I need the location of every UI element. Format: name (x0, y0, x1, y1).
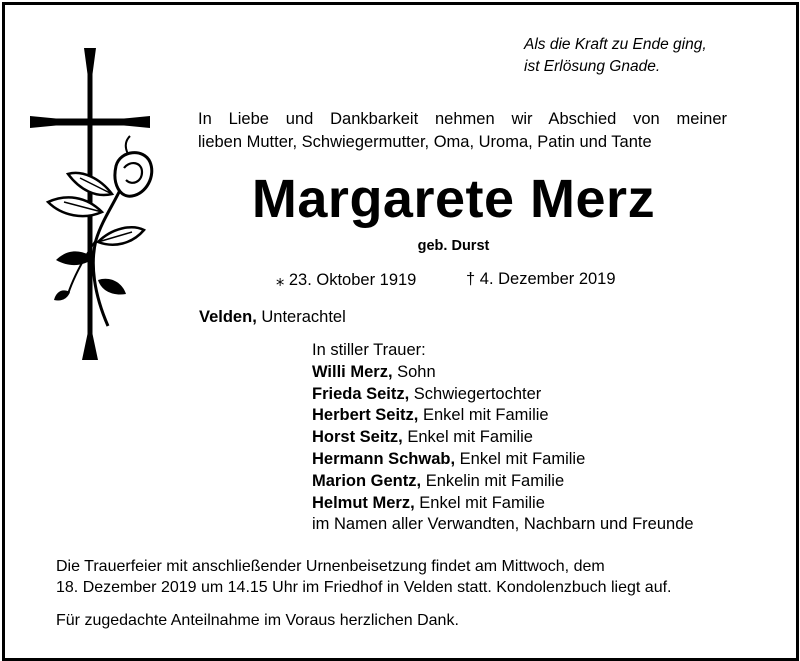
birth-date (276, 270, 416, 290)
intro-text (198, 108, 727, 154)
mourners-list (312, 340, 694, 536)
mourner-name: Willi Merz, (312, 362, 393, 381)
mourners-closing: im Namen aller Verwandten, Nachbarn und Freunde (312, 515, 694, 534)
birth-date-text: 23. Oktober 1919 (288, 271, 417, 289)
mourner-row (312, 362, 694, 384)
mourner-name: Herbert Seitz, (312, 406, 419, 425)
mourner-row (312, 471, 694, 493)
death-date (466, 270, 616, 289)
place (199, 308, 346, 327)
mourner-row (312, 449, 694, 471)
place-town: Velden, (199, 308, 257, 326)
motto (524, 34, 707, 78)
mourner-relation: Schwiegertochter (413, 384, 542, 403)
mourners-heading: In stiller Trauer: (312, 341, 426, 359)
mourner-name: Helmut Merz, (312, 493, 415, 512)
mourner-relation: Enkel mit Familie (407, 428, 533, 447)
thanks-text: Für zugedachte Anteilnahme im Voraus herzlichen Dank. (56, 612, 459, 629)
ceremony-info (56, 556, 671, 598)
birth-star-icon: ⁎ (276, 271, 285, 289)
mourner-relation: Enkelin mit Familie (425, 471, 565, 490)
deceased-name: Margarete Merz (251, 169, 656, 229)
maiden-name: geb. Durst (417, 238, 490, 254)
mourner-row (312, 427, 694, 449)
mourner-relation: Enkel mit Familie (459, 449, 586, 468)
mourner-row (312, 405, 694, 427)
mourner-row (312, 384, 694, 406)
mourner-relation: Enkel mit Familie (422, 406, 549, 425)
ceremony-line-2: 18. Dezember 2019 um 14.15 Uhr im Friedhof in Velden statt. Kondolenzbuch liegt auf. (56, 579, 672, 596)
mourner-name: Horst Seitz, (312, 428, 403, 447)
mourner-relation: Sohn (397, 362, 436, 381)
ceremony-line-1: Die Trauerfeier mit anschließender Urnenbeisetzung findet am Mittwoch, dem (56, 558, 605, 575)
mourner-relation: Enkel mit Familie (419, 493, 545, 512)
mourner-name: Marion Gentz, (312, 471, 422, 490)
intro-line-2: lieben Mutter, Schwiegermutter, Oma, Uroma, Patin und Tante (198, 133, 652, 151)
death-cross-icon: † (466, 270, 476, 288)
mourner-name: Hermann Schwab, (312, 449, 456, 468)
motto-line-1: Als die Kraft zu Ende ging, (524, 36, 707, 53)
death-date-text: 4. Dezember 2019 (479, 270, 616, 288)
mourner-name: Frieda Seitz, (312, 384, 410, 403)
intro-line-1: In Liebe und Dankbarkeit nehmen wir Abschied von meiner (198, 110, 727, 128)
mourner-row (312, 493, 694, 515)
place-district: Unterachtel (261, 308, 346, 326)
motto-line-2: ist Erlösung Gnade. (524, 58, 661, 75)
